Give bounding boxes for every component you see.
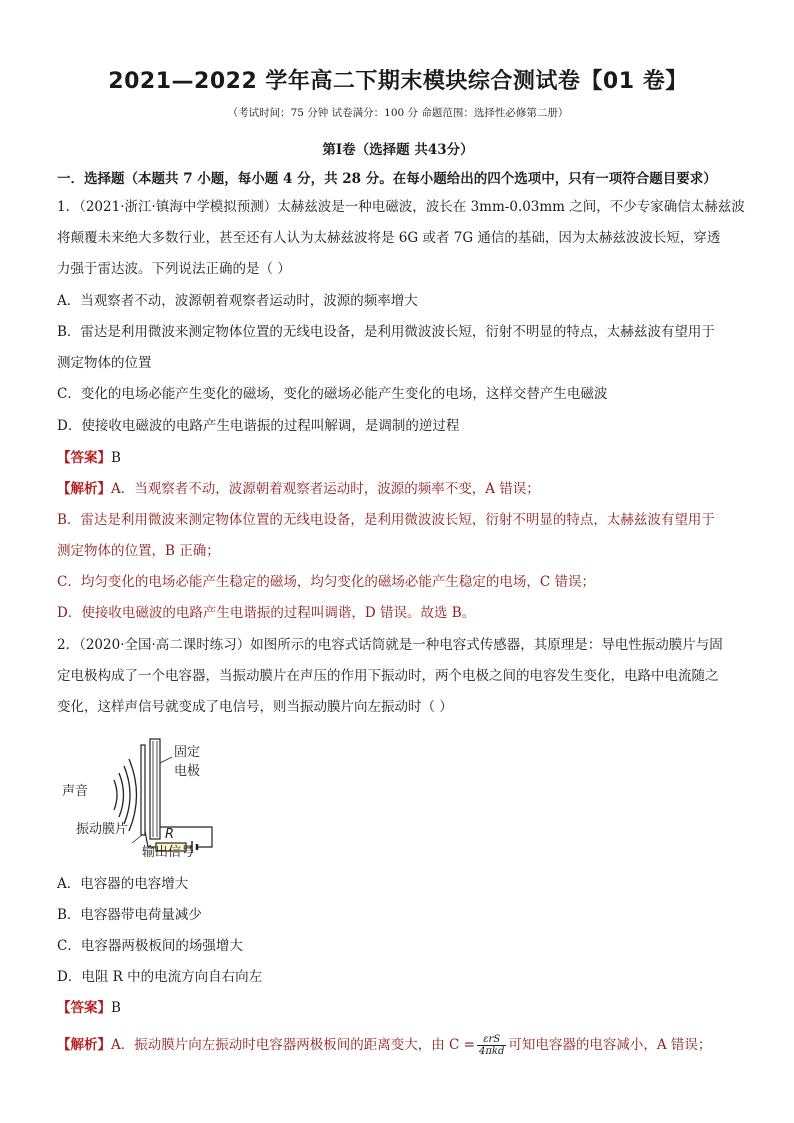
analysis-label: 【解析】	[57, 1037, 111, 1053]
section-title: 第Ⅰ卷（选择题 共43分）	[322, 142, 474, 158]
answer-label: 【答案】	[57, 1000, 111, 1016]
label-resistor: R	[165, 827, 175, 842]
exam-meta: （考试时间：75 分钟 试卷满分：100 分 命题范围：选择性必修第二册）	[227, 107, 569, 119]
analysis-text: A．振动膜片向左振动时电容器两极板间的距离变大，由 C =	[111, 1037, 475, 1053]
analysis-text: 可知电容器的电容减小，A 错误；	[508, 1037, 712, 1053]
formula-numerator: εrS	[477, 1034, 506, 1046]
answer-value: B	[111, 1000, 121, 1016]
q1-stem-line: 将颠覆未来绝大多数行业，甚至还有人认为太赫兹波将是 6G 或者 7G 通信的基础，因为太赫兹波波长短，穿透	[57, 230, 721, 246]
q2-answer	[57, 998, 121, 1018]
page-title: 2021—2022 学年高二下期末模块综合测试卷【01 卷】	[108, 69, 688, 94]
q1-analysis-line: D．使接收电磁波的电路产生电谐振的过程叫调谐，D 错误。故选 B。	[57, 605, 476, 621]
label-fixed: 固定	[174, 745, 201, 760]
q2-analysis-line	[57, 1034, 711, 1057]
answer-label: 【答案】	[57, 450, 111, 466]
q1-option-b-cont: 测定物体的位置	[57, 355, 152, 371]
q2-stem-line: 变化，这样声信号就变成了电信号，则当振动膜片向左振动时（ ）	[57, 699, 453, 715]
q2-option-a: A．电容器的电容增大	[57, 876, 189, 892]
answer-value: B	[111, 450, 121, 466]
q2-stem-line: 2．（2020·全国·高二课时练习）如图所示的电容式话筒就是一种电容式传感器，其原理是：导电性振动膜片与固	[57, 637, 723, 653]
analysis-text: A．当观察者不动，波源朝着观察者运动时，波源的频率不变，A 错误；	[111, 481, 540, 497]
q1-option-b: B．雷达是利用微波来测定物体位置的无线电设备，是利用微波波长短，衍射不明显的特点，太赫兹波有望用于	[57, 324, 715, 340]
q1-analysis-line	[57, 479, 540, 499]
q1-stem-line: 1．（2021·浙江·镇海中学模拟预测）太赫兹波是一种电磁波，波长在 3mm-0.03mm 之间，不少专家确信太赫兹波	[57, 199, 745, 215]
section-heading: 一．选择题（本题共 7 小题，每小题 4 分，共 28 分。在每小题给出的四个选项中，只有一项符合题目要求）	[57, 171, 717, 187]
analysis-label: 【解析】	[57, 481, 111, 497]
q1-stem-line: 力强于雷达波。下列说法正确的是（ ）	[57, 261, 291, 277]
q1-option-c: C．变化的电场必能产生变化的磁场，变化的磁场必能产生变化的电场，这样交替产生电磁波	[57, 386, 608, 402]
capacitance-formula	[477, 1034, 506, 1057]
q2-option-b: B．电容器带电荷量减少	[57, 907, 202, 923]
q1-answer	[57, 448, 121, 468]
q1-analysis-line: B．雷达是利用微波来测定物体位置的无线电设备，是利用微波波长短，衍射不明显的特点，太赫兹波有望用于	[57, 512, 715, 528]
q1-analysis-line: 测定物体的位置，B 正确；	[57, 543, 220, 559]
microphone-diagram	[62, 735, 222, 860]
label-output: 输出信号	[142, 845, 195, 860]
q2-option-c: C．电容器两极板间的场强增大	[57, 938, 243, 954]
q2-stem-line: 定电极构成了一个电容器，当振动膜片在声压的作用下振动时，两个电极之间的电容发生变化，电路中电流随之	[57, 668, 719, 684]
q1-analysis-line: C．均匀变化的电场必能产生稳定的磁场，均匀变化的磁场必能产生稳定的电场，C 错误；	[57, 574, 595, 590]
label-membrane: 振动膜片	[76, 822, 129, 837]
q1-option-a: A．当观察者不动，波源朝着观察者运动时，波源的频率增大	[57, 293, 418, 309]
q1-option-d: D．使接收电磁波的电路产生电谐振的过程叫解调，是调制的逆过程	[57, 418, 460, 434]
formula-denominator: 4πkd	[478, 1046, 505, 1057]
label-sound: 声音	[62, 784, 89, 799]
q2-option-d: D．电阻 R 中的电流方向自右向左	[57, 969, 263, 985]
label-electrode: 电极	[174, 764, 201, 779]
